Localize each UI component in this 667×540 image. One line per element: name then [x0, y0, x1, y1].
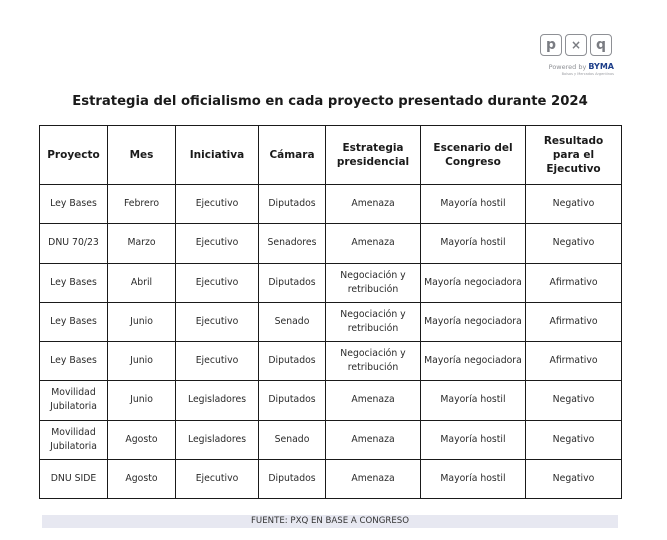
powered-by-text: Powered by [548, 63, 587, 71]
cell-camara: Diputados [259, 342, 326, 381]
table-row [40, 420, 622, 459]
cell-mes: Junio [108, 342, 176, 381]
page-title: Estrategia del oficialismo en cada proyecto presentado durante 2024 [72, 94, 588, 109]
cell-escenario: Mayoría hostil [421, 185, 526, 224]
byma-brand: BYMA [588, 62, 614, 71]
cell-escenario: Mayoría hostil [421, 224, 526, 263]
table-row [40, 224, 622, 263]
column-header-proyecto: Proyecto [40, 126, 108, 185]
cell-proyecto: Movilidad Jubilatoria [40, 420, 108, 459]
cell-estrategia: Amenaza [326, 459, 421, 498]
cell-estrategia: Amenaza [326, 381, 421, 420]
cell-estrategia: Negociación y retribución [326, 302, 421, 341]
cell-resultado: Negativo [526, 459, 622, 498]
table-header-row [40, 126, 622, 185]
logo-letter-p: p [540, 34, 562, 56]
cell-resultado: Negativo [526, 224, 622, 263]
cell-resultado: Negativo [526, 420, 622, 459]
cell-proyecto: DNU 70/23 [40, 224, 108, 263]
cell-escenario: Mayoría hostil [421, 459, 526, 498]
cell-iniciativa: Ejecutivo [176, 342, 259, 381]
cell-escenario: Mayoría hostil [421, 420, 526, 459]
logo-powered-by [540, 62, 614, 71]
column-header-mes: Mes [108, 126, 176, 185]
cell-resultado: Negativo [526, 381, 622, 420]
cell-proyecto: Movilidad Jubilatoria [40, 381, 108, 420]
logo-tagline: Bolsas y Mercados Argentinos [561, 72, 614, 76]
cell-estrategia: Amenaza [326, 420, 421, 459]
cell-estrategia: Negociación y retribución [326, 263, 421, 302]
logo-letters [540, 34, 614, 56]
table-row [40, 263, 622, 302]
column-header-estrategia: Estrategia presidencial [326, 126, 421, 185]
cell-iniciativa: Ejecutivo [176, 302, 259, 341]
cell-iniciativa: Legisladores [176, 381, 259, 420]
cell-mes: Junio [108, 381, 176, 420]
cell-resultado: Afirmativo [526, 342, 622, 381]
cell-proyecto: Ley Bases [40, 342, 108, 381]
cell-mes: Marzo [108, 224, 176, 263]
cell-escenario: Mayoría negociadora [421, 342, 526, 381]
cell-proyecto: Ley Bases [40, 302, 108, 341]
cell-mes: Agosto [108, 459, 176, 498]
cell-camara: Senado [259, 302, 326, 341]
cell-proyecto: DNU SIDE [40, 459, 108, 498]
cell-estrategia: Negociación y retribución [326, 342, 421, 381]
cell-resultado: Afirmativo [526, 263, 622, 302]
table-row [40, 459, 622, 498]
table-row [40, 381, 622, 420]
column-header-camara: Cámara [259, 126, 326, 185]
table-body [40, 185, 622, 499]
cell-estrategia: Amenaza [326, 185, 421, 224]
cell-camara: Diputados [259, 185, 326, 224]
cell-escenario: Mayoría negociadora [421, 263, 526, 302]
cell-mes: Junio [108, 302, 176, 341]
logo-letter-q: q [590, 34, 612, 56]
table-row [40, 342, 622, 381]
cell-iniciativa: Ejecutivo [176, 263, 259, 302]
cell-camara: Senado [259, 420, 326, 459]
cell-mes: Abril [108, 263, 176, 302]
cell-iniciativa: Ejecutivo [176, 224, 259, 263]
cell-escenario: Mayoría hostil [421, 381, 526, 420]
column-header-escenario: Escenario del Congreso [421, 126, 526, 185]
source-footer: FUENTE: PXQ EN BASE A CONGRESO [42, 515, 618, 528]
cell-estrategia: Amenaza [326, 224, 421, 263]
cell-proyecto: Ley Bases [40, 185, 108, 224]
strategy-table [39, 125, 622, 499]
table-row [40, 185, 622, 224]
cell-escenario: Mayoría negociadora [421, 302, 526, 341]
cell-mes: Febrero [108, 185, 176, 224]
pxq-logo [540, 34, 614, 76]
column-header-resultado: Resultado para el Ejecutivo [526, 126, 622, 185]
table-row [40, 302, 622, 341]
logo-letter-x: × [565, 34, 587, 56]
cell-resultado: Negativo [526, 185, 622, 224]
column-header-iniciativa: Iniciativa [176, 126, 259, 185]
cell-camara: Diputados [259, 459, 326, 498]
cell-iniciativa: Ejecutivo [176, 459, 259, 498]
cell-resultado: Afirmativo [526, 302, 622, 341]
cell-mes: Agosto [108, 420, 176, 459]
cell-camara: Diputados [259, 263, 326, 302]
cell-iniciativa: Ejecutivo [176, 185, 259, 224]
cell-iniciativa: Legisladores [176, 420, 259, 459]
cell-camara: Senadores [259, 224, 326, 263]
cell-camara: Diputados [259, 381, 326, 420]
cell-proyecto: Ley Bases [40, 263, 108, 302]
